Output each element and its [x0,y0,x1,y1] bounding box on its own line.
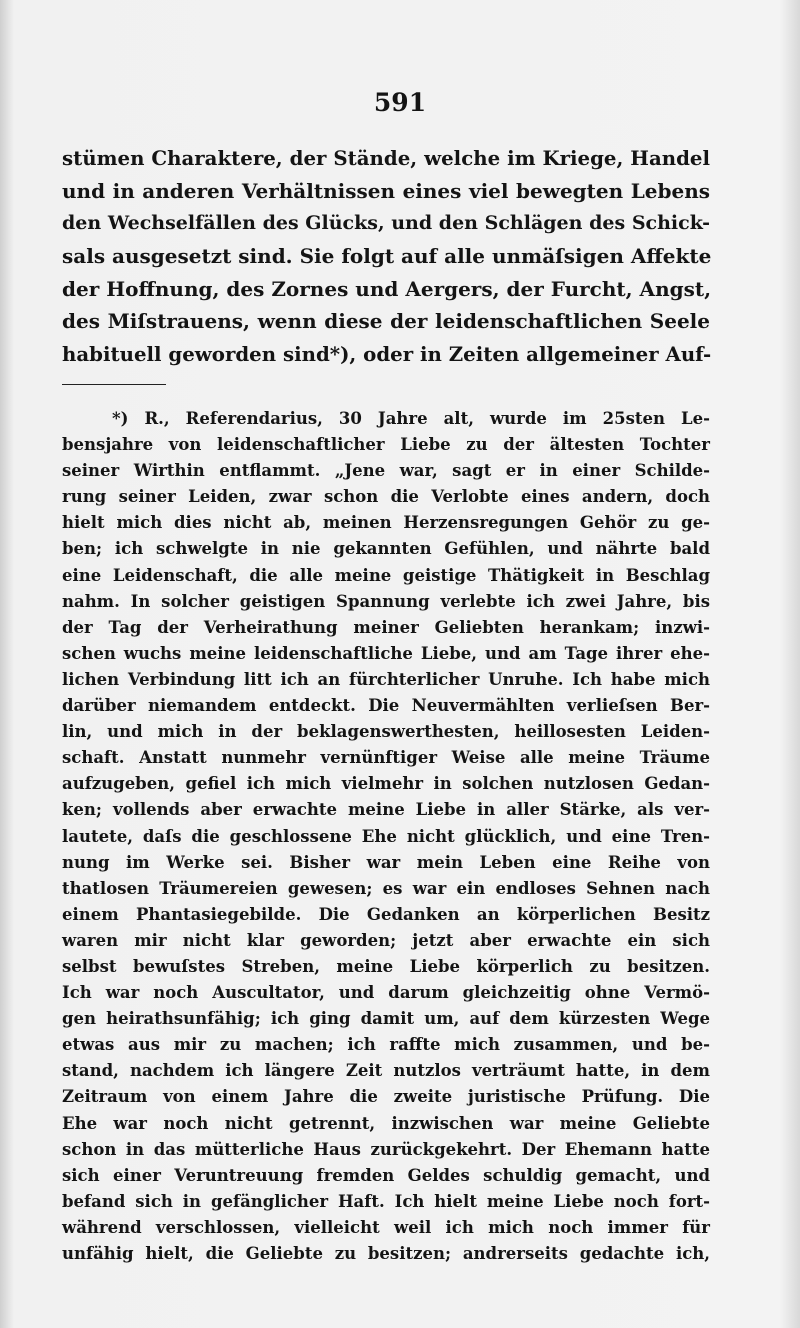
footnote-line: lautete, daſs die geschlossene Ehe nicht glücklich, und eine Tren- [62,826,710,846]
footnote-line: eine Leidenschaft, die alle meine geistige Thätigkeit in Beschlag [62,565,710,585]
main-text-line: der Hoffnung, des Zornes und Aergers, der Furcht, Angst, [62,276,712,301]
footnote-line: befand sich in gefänglicher Haft. Ich hielt meine Liebe noch fort- [62,1191,710,1211]
footnote-separator-rule [62,384,166,385]
footnote-line: schen wuchs meine leidenschaftliche Liebe, und am Tage ihrer ehe- [62,643,710,663]
main-text [62,142,710,371]
footnote-line: thatlosen Träumereien gewesen; es war ein endloses Sehnen nach [62,878,710,898]
footnote-line: darüber niemandem entdeckt. Die Neuvermählten verlieſsen Ber- [62,696,710,716]
footnote-line: *) R., Referendarius, 30 Jahre alt, wurde im 25sten Le- [112,409,710,428]
footnote-line: nung im Werke sei. Bisher war mein Leben eine Reihe von [62,852,710,872]
footnote-line: schon in das mütterliche Haus zurückgekehrt. Der Ehemann hatte [62,1139,710,1159]
footnote-line: der Tag der Verheirathung meiner Geliebten herankam; inzwi- [62,617,710,637]
footnote-line: Ich war noch Auscultator, und darum gleichzeitig ohne Vermö- [62,983,710,1003]
footnote-line: während verschlossen, vielleicht weil ich mich noch immer für [62,1217,710,1237]
footnote-line: selbst bewuſstes Streben, meine Liebe körperlich zu besitzen. [62,956,710,976]
footnote-line: hielt mich dies nicht ab, meinen Herzensregungen Gehör zu ge- [62,513,710,533]
footnote-line: ben; ich schwelgte in nie gekannten Gefühlen, und nährte bald [62,539,710,559]
footnote-line: ken; vollends aber erwachte meine Liebe in aller Stärke, als ver- [62,800,710,820]
footnote-line: gen heirathsunfähig; ich ging damit um, auf dem kürzesten Wege [62,1009,710,1029]
footnote-line: lichen Verbindung litt ich an fürchterlicher Unruhe. Ich habe mich [62,669,710,689]
footnote-line: nahm. In solcher geistigen Spannung verlebte ich zwei Jahre, bis [62,591,710,611]
footnote-line: Zeitraum von einem Jahre die zweite juristische Prüfung. Die [62,1087,710,1107]
main-text-line: des Miſstrauens, wenn diese der leidenschaftlichen Seele [62,309,710,334]
footnote-line: seiner Wirthin entflammt. „Jene war, sagt er in einer Schilde- [62,461,710,481]
footnote-line: schaft. Anstatt nunmehr vernünftiger Weise alle meine Träume [62,748,710,768]
footnote [62,406,710,1267]
main-text-line: habituell geworden sind*), oder in Zeiten allgemeiner Auf- [62,342,712,367]
footnote-line: Ehe war noch nicht getrennt, inzwischen war meine Geliebte [62,1113,710,1133]
footnote-line: waren mir nicht klar geworden; jetzt aber erwachte ein sich [62,930,710,950]
main-text-line: und in anderen Verhältnissen eines viel bewegten Lebens [62,178,710,203]
footnote-line: unfähig hielt, die Geliebte zu besitzen; andrerseits gedachte ich, [62,1244,710,1263]
footnote-line: lin, und mich in der beklagenswerthesten, heillosesten Leiden- [62,722,710,742]
footnote-line: aufzugeben, gefiel ich mich vielmehr in solchen nutzlosen Gedan- [62,774,710,794]
page-number: 591 [373,88,427,117]
footnote-line: bensjahre von leidenschaftlicher Liebe zu der ältesten Tochter [62,435,710,455]
footnote-line: einem Phantasiegebilde. Die Gedanken an körperlichen Besitz [62,904,710,924]
main-text-line: stümen Charaktere, der Stände, welche im Kriege, Handel [62,146,710,170]
footnote-line: etwas aus mir zu machen; ich raffte mich zusammen, und be- [62,1035,710,1055]
main-text-line: den Wechselfällen des Glücks, und den Schlägen des Schick- [62,212,710,235]
footnote-line: stand, nachdem ich längere Zeit nutzlos verträumt hatte, in dem [62,1061,710,1081]
footnote-line: sich einer Veruntreuung fremden Geldes schuldig gemacht, und [62,1165,710,1185]
footnote-line: rung seiner Leiden, zwar schon die Verlobte eines andern, doch [62,487,710,507]
main-text-line: sals ausgesetzt sind. Sie folgt auf alle unmäſsigen Affekte [62,244,712,269]
